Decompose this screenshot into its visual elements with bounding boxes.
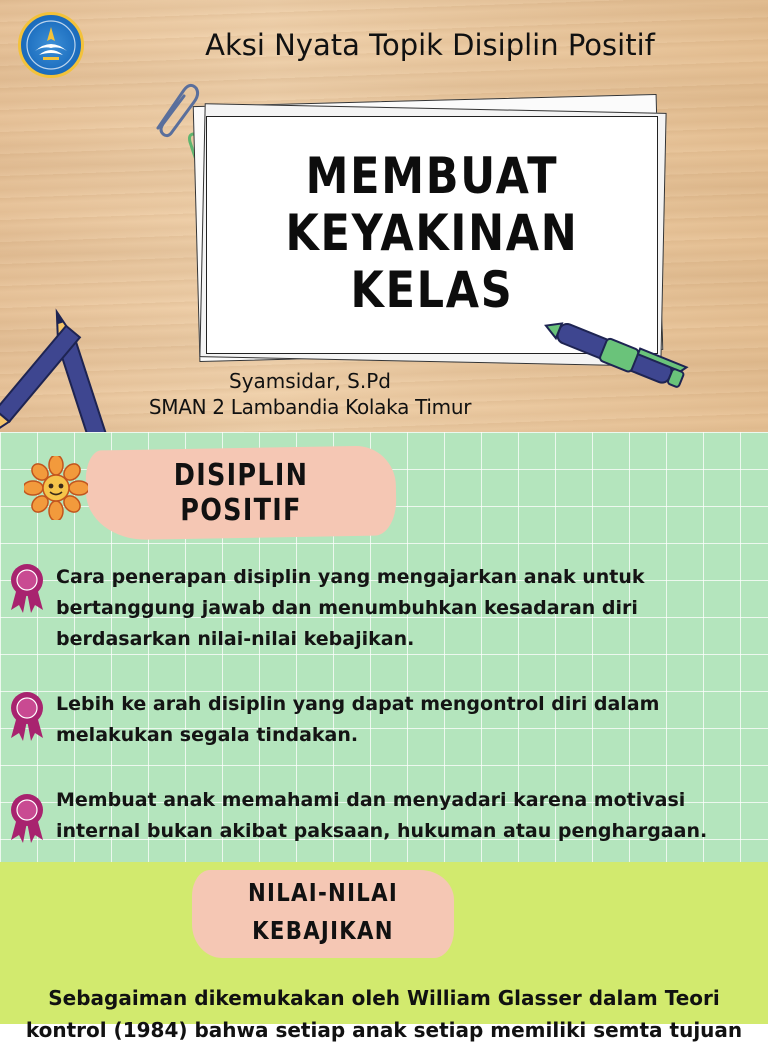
flower-icon: [24, 456, 88, 520]
card-title-line-1: MEMBUAT: [305, 147, 559, 205]
tut-wuri-handayani-logo: [18, 12, 84, 78]
card-title-line-2: KEYAKINAN: [285, 204, 579, 262]
bullet-2-line-1: Lebih ke arah disiplin yang dapat mengontrol diri dalam: [56, 693, 660, 715]
section-heading: DISIPLIN POSITIF: [173, 458, 309, 528]
author-school: SMAN 2 Lambandia Kolaka Timur: [148, 395, 472, 419]
logo-emblem-icon: [21, 15, 81, 75]
bullet-2-line-2: melakukan segala tindakan.: [56, 724, 359, 746]
section2-text-line-1: Sebagaiman dikemukakan oleh William Glasser dalam Teori: [48, 986, 720, 1010]
bullet-3-line-1: Membuat anak memahami dan menyadari karena motivasi: [56, 789, 686, 811]
author-name: Syamsidar, S.Pd: [229, 369, 391, 393]
section2-text-line-2: kontrol (1984) bahwa setiap anak setiap memiliki semta tujuan: [25, 1018, 743, 1042]
presentation-title: Aksi Nyata Topik Disiplin Positif: [205, 28, 655, 62]
section2-text: [0, 982, 768, 1046]
section2-heading-line-2: KEBAJIKAN: [252, 916, 394, 945]
bullet-1-line-3: berdasarkan nilai-nilai kebajikan.: [56, 628, 415, 650]
cover-section: [0, 0, 768, 432]
bullet-item-2: [56, 689, 766, 751]
bullet-1-line-2: bertanggung jawab dan menumbuhkan kesadaran diri: [56, 597, 638, 619]
pen-icon: [536, 310, 696, 400]
bullet-item-3: [56, 785, 766, 847]
bullet-3-line-2: internal bukan akibat paksaan, hukuman atau penghargaan.: [56, 820, 708, 842]
pencils-icon: [0, 300, 120, 432]
card-title-line-3: KELAS: [350, 261, 514, 319]
section2-heading: [212, 874, 435, 950]
award-ribbon-icon: [7, 792, 47, 844]
section2-heading-line-1: NILAI-NILAI: [247, 878, 399, 907]
award-ribbon-icon: [7, 562, 47, 614]
card-title: [238, 148, 627, 319]
author-block: [120, 368, 500, 420]
bullet-1-line-1: Cara penerapan disiplin yang mengajarkan anak untuk: [56, 566, 645, 588]
award-ribbon-icon: [7, 690, 47, 742]
bullet-item-1: [56, 562, 766, 655]
